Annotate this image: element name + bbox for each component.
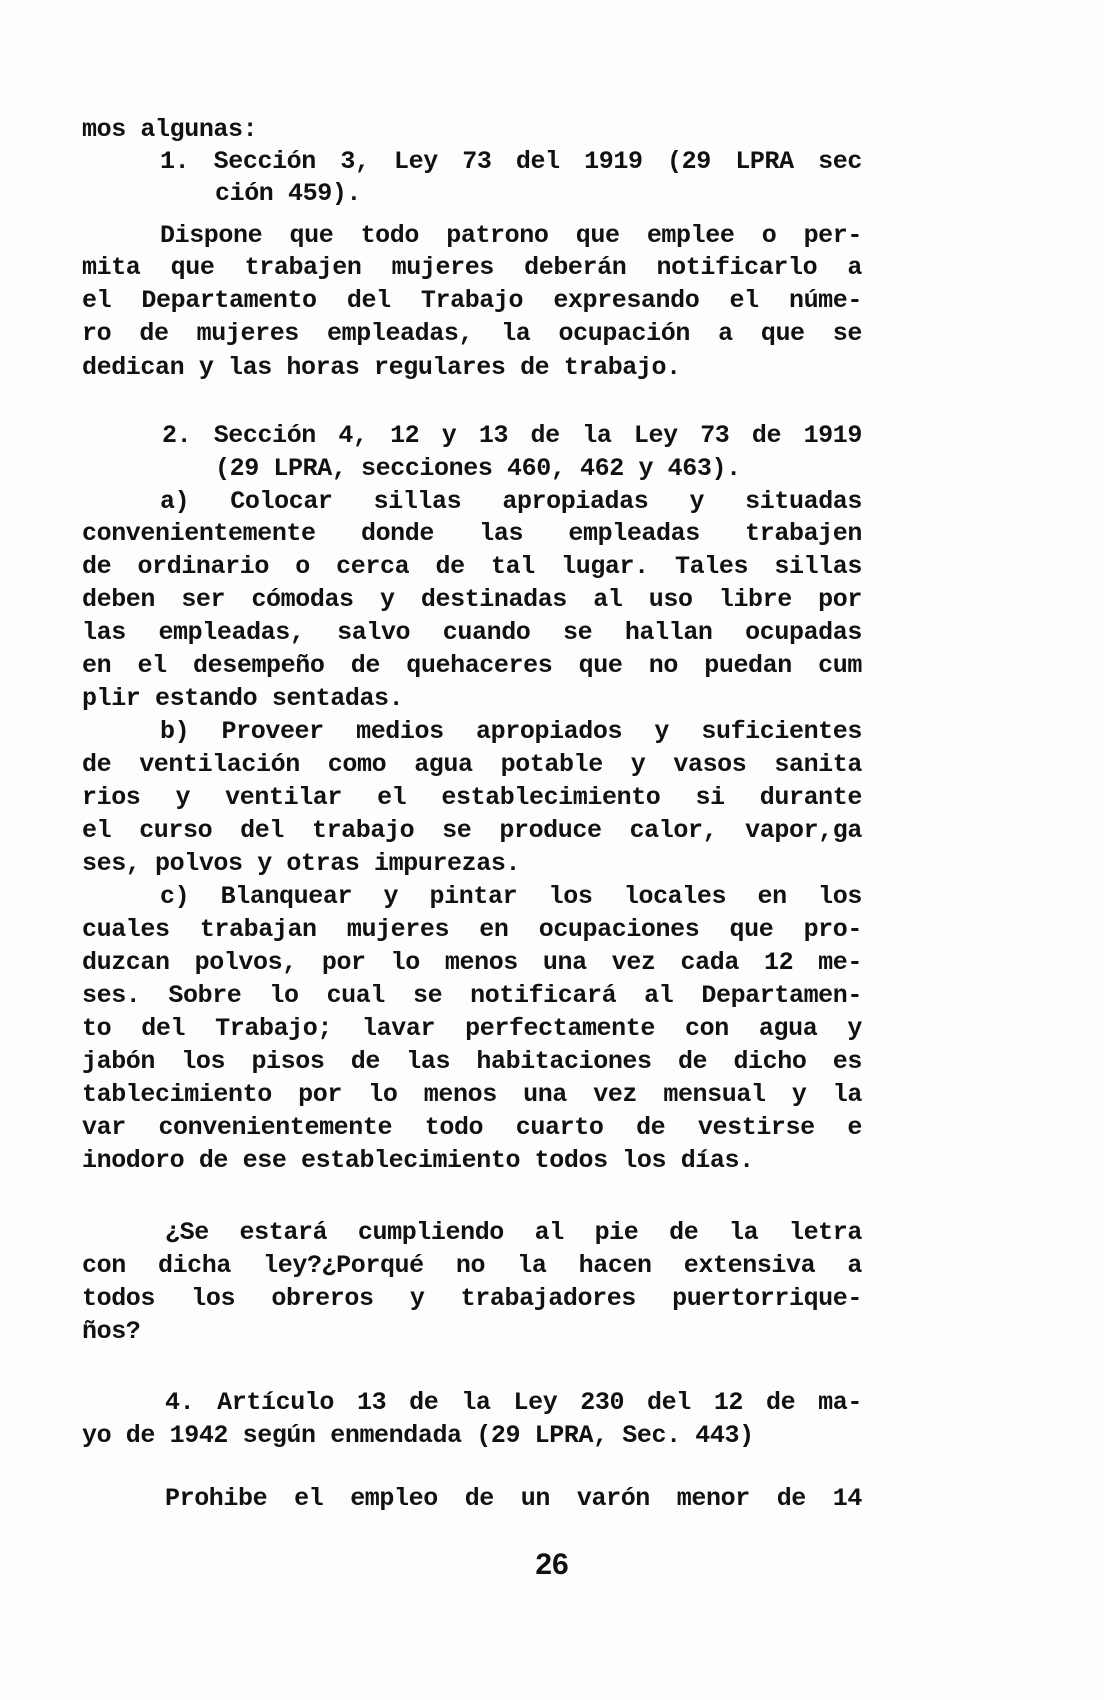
paragraph-line: el Departamento del Trabajo expresando el núme- [82,286,862,315]
paragraph-line: ¿Se estará cumpliendo al pie de la letra [165,1218,862,1247]
list-item-heading: 1. Sección 3, Ley 73 del 1919 (29 LPRA sec [160,147,862,176]
list-item-heading: (29 LPRA, secciones 460, 462 y 463). [215,454,741,483]
paragraph-line: las empleadas, salvo cuando se hallan ocupadas [82,618,862,647]
paragraph-line: duzcan polvos, por lo menos una vez cada 12 me- [82,948,862,977]
paragraph-line: tablecimiento por lo menos una vez mensual y la [82,1080,862,1109]
paragraph-line: inodoro de ese establecimiento todos los días. [82,1146,754,1175]
paragraph-line: rios y ventilar el establecimiento si durante [82,783,862,812]
paragraph-line: Prohibe el empleo de un varón menor de 14 [165,1484,862,1513]
paragraph-line: mita que trabajen mujeres deberán notificarlo a [82,253,862,282]
paragraph-line: a) Colocar sillas apropiadas y situadas [160,487,862,516]
paragraph-line: convenientemente donde las empleadas trabajen [82,519,862,548]
paragraph-line: Dispone que todo patrono que emplee o per- [160,221,862,250]
paragraph-line: ños? [82,1317,141,1346]
paragraph-line: var convenientemente todo cuarto de vestirse e [82,1113,862,1142]
paragraph-line: c) Blanquear y pintar los locales en los [160,882,862,911]
list-item-heading: 2. Sección 4, 12 y 13 de la Ley 73 de 1919 [162,421,862,450]
paragraph-line: todos los obreros y trabajadores puertorrique- [82,1284,862,1313]
paragraph-line: plir estando sentadas. [82,684,404,713]
paragraph-line: de ordinario o cerca de tal lugar. Tales sillas [82,552,862,581]
paragraph-line: ses. Sobre lo cual se notificará al Departamen- [82,981,862,1010]
paragraph-line: jabón los pisos de las habitaciones de dicho es [82,1047,862,1076]
paragraph-line: b) Proveer medios apropiados y suficientes [160,717,862,746]
paragraph-line: dedican y las horas regulares de trabajo. [82,353,681,382]
paragraph-line: ro de mujeres empleadas, la ocupación a que se [82,319,862,348]
paragraph-line: el curso del trabajo se produce calor, vapor,ga [82,816,862,845]
paragraph-line: ses, polvos y otras impurezas. [82,849,521,878]
page-number: 26 [535,1548,569,1581]
list-item-heading: ción 459). [215,179,362,208]
paragraph-line: en el desempeño de quehaceres que no puedan cum [82,651,862,680]
list-item-heading: yo de 1942 según enmendada (29 LPRA, Sec. 443) [82,1421,754,1450]
text-line: mos algunas: [82,115,258,144]
paragraph-line: to del Trabajo; lavar perfectamente con agua y [82,1014,862,1043]
paragraph-line: con dicha ley?¿Porqué no la hacen extensiva a [82,1251,862,1280]
paragraph-line: deben ser cómodas y destinadas al uso libre por [82,585,862,614]
paragraph-line: cuales trabajan mujeres en ocupaciones que pro- [82,915,862,944]
list-item-heading: 4. Artículo 13 de la Ley 230 del 12 de ma- [165,1388,862,1417]
paragraph-line: de ventilación como agua potable y vasos sanita [82,750,862,779]
